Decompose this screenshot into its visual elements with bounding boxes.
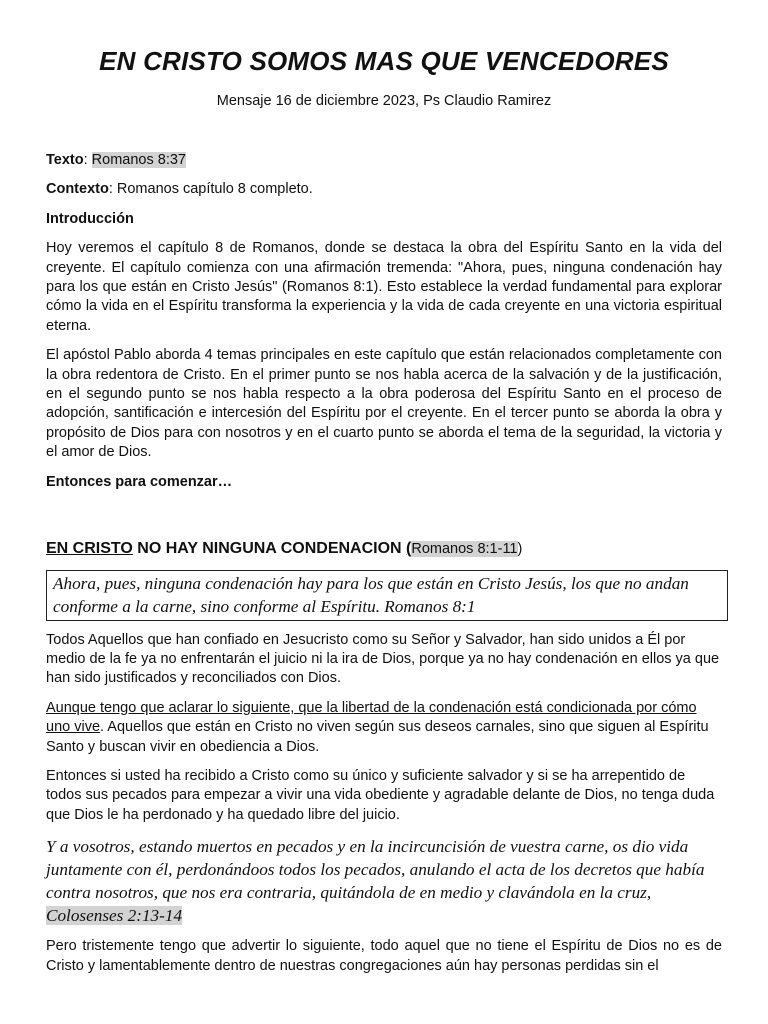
section-heading-paren-close: ) [517, 541, 523, 558]
section-heading [46, 539, 722, 559]
intro-closing: Entonces para comenzar… [46, 473, 233, 490]
section-paragraph-2 [46, 699, 722, 757]
intro-paragraph-2: El apóstol Pablo aborda 4 temas principales en este capítulo que están relacionados completamente con la obra redentora de Cristo. En el primer punto se nos habla acerca de la salvación y de la justificación, en el segundo punto se nos habla respecto a la obra poderosa del Espíritu Santo en el proceso de adopción, santificación e intercesión del Espíritu por el creyente. En el tercer punto se aborda la obra y propósito de Dios para con nosotros y en el cuarto punto se aborda el tema de la seguridad, la victoria y el amor de Dios. [46, 347, 722, 461]
section-paragraph-1: Todos Aquellos que han confiado en Jesucristo como su Señor y Salvador, han sido unidos a Él por medio de la fe ya no enfrentarán el juicio ni la ira de Dios, porque ya no hay condenación en ellos ya que han sido justificados y reconciliados con Dios. [46, 631, 720, 687]
document-subtitle: Mensaje 16 de diciembre 2023, Ps Claudio Ramirez [216, 93, 552, 109]
colosenses-verse-text: Y a vosotros, estando muertos en pecados y en la incircuncisión de vuestra carne, os dio vida juntamente con él, perdonándoos todos los pecados, anulando el acta de los decretos que había contra nosotros, que nos era contraria, quitándola de en medio y clavándola en la cruz, [46, 837, 705, 903]
colosenses-reference: Colosenses 2:13-14 [46, 906, 183, 926]
section-heading-underlined: EN CRISTO [46, 540, 133, 558]
intro-paragraph-1: Hoy veremos el capítulo 8 de Romanos, donde se destaca la obra del Espíritu Santo en la vida del creyente. El capítulo comienza con una afirmación tremenda: "Ahora, pues, ninguna condenación hay para los que están en Cristo Jesús" (Romanos 8:1). Esto establece la verdad fundamental para explorar cómo la vida en el Espíritu transforma la experiencia y la vida de cada creyente en una victoria espiritual eterna. [46, 240, 722, 334]
section-paragraph-2-rest: . Aquellos que están en Cristo no viven según sus deseos carnales, sino que siguen al Espíritu Santo y buscan vivir en obediencia a Dios. [46, 719, 709, 755]
texto-label: Texto [46, 152, 84, 168]
texto-line [46, 151, 722, 170]
section-paragraph-3: Entonces si usted ha recibido a Cristo como su único y suficiente salvador y si se ha arrepentido de todos sus pecados para empezar a vivir una vida obediente y agradable delante de Dios, no tenga duda que Dios le ha perdonado y ha quedado libre del juicio. [46, 767, 715, 823]
contexto-line [46, 180, 722, 199]
section-heading-paren-open: ( [406, 540, 412, 558]
contexto-label: Contexto [46, 181, 109, 198]
section-heading-reference: Romanos 8:1-11 [411, 541, 518, 558]
contexto-value: : Romanos capítulo 8 completo. [108, 181, 313, 198]
texto-reference: Romanos 8:37 [91, 152, 186, 168]
introduccion-heading: Introducción [46, 210, 134, 227]
boxed-verse: Ahora, pues, ninguna condenación hay para los que están en Cristo Jesús, los que no andan conforme a la carne, sino conforme al Espíritu. Romanos 8:1 [46, 570, 728, 621]
section-paragraph-2-underlined: Aunque tengo que aclarar lo siguiente, que la libertad de la condenación está condicionada por cómo uno vive [46, 699, 697, 736]
texto-sep: : [83, 152, 92, 168]
colosenses-verse [46, 835, 722, 927]
section-paragraph-4: Pero tristemente tengo que advertir lo siguiente, todo aquel que no tiene el Espíritu de Dios no es de Cristo y lamentablemente dentro de nuestras congregaciones aún hay personas perdidas sin el [46, 938, 722, 974]
document-title: EN CRISTO SOMOS MAS QUE VENCEDORES [99, 46, 669, 76]
document-body [46, 151, 722, 986]
section-heading-text: NO HAY NINGUNA CONDENACION [132, 540, 407, 558]
